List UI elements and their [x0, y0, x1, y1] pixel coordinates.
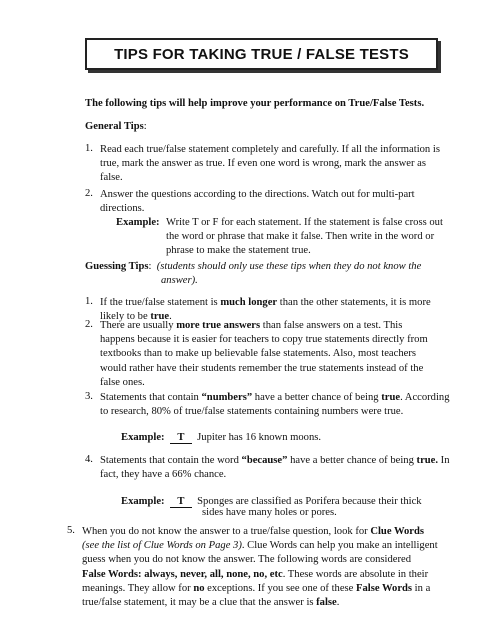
example-2-answer: T: [170, 432, 192, 444]
page-title-box: [85, 38, 438, 70]
guess-tip-1: If the true/false statement is much longer than the other statements, it is more likely to be true.: [100, 297, 431, 323]
example-2: Example: T Jupiter has 16 known moons.: [121, 432, 322, 443]
guessing-tips-note: answer).: [161, 275, 198, 286]
guess-tip-5-number: 5.: [67, 525, 75, 536]
general-tip-2-number: 2.: [85, 188, 93, 199]
general-tip-1-number: 1.: [85, 143, 93, 154]
guess-tip-3: Statements that contain “numbers” have a better chance of being true. According to research, 80% of true/false statements containing numbers were true.: [100, 392, 450, 418]
example-1-text: Write T or F for each statement. If the statement is false cross out the word or phrase that make it false. Then write in the word or phrase to make the statement true.: [166, 217, 443, 257]
general-tip-1: Read each true/false statement completely and carefully. If all the information is true, mark the answer as true. If even one word is wrong, mark the answer as false.: [100, 144, 440, 184]
guessing-tips-heading: Guessing Tips: (students should only use these tips when they do not know the: [85, 261, 422, 272]
general-tip-2: Answer the questions according to the directions. Watch out for multi-part directions.: [100, 189, 415, 215]
guess-tip-3-number: 3.: [85, 391, 93, 402]
guess-tip-2: There are usually more true answers than false answers on a test. This happens because it is easier for teachers to copy true statements directly from textbooks than to make up believable false statements. Also, most teachers would rather have their students remember the true statements instead of the false ones.: [100, 320, 428, 388]
guess-tip-4-number: 4.: [85, 454, 93, 465]
example-3-line-2: sides have many holes or pores.: [202, 507, 337, 518]
example-3: Example: T Sponges are classified as Porifera because their thick: [121, 496, 422, 507]
guess-tip-4: Statements that contain the word “because” have a better chance of being true. In fact, they have a 66% chance.: [100, 455, 450, 481]
guess-tip-5: When you do not know the answer to a true/false question, look for Clue Words (see the list of Clue Words on Page 3). Clue Words can help you make an intelligent guess when you do not know the answer. The following words are considered False Words: always, never, all, none, no, etc. These words are absolute in their meanings. They allow for no exceptions. If you see one of these False Words in a true/false statement, it may be a clue that the answer is false.: [82, 526, 438, 609]
page-title: TIPS FOR TAKING TRUE / FALSE TESTS: [114, 45, 409, 63]
general-tips-heading: General Tips:: [85, 121, 147, 132]
intro-text: The following tips will help improve your performance on True/False Tests.: [85, 98, 425, 109]
example-3-answer: T: [170, 496, 192, 508]
example-1-label: Example:: [116, 217, 160, 228]
guess-tip-2-number: 2.: [85, 319, 93, 330]
guess-tip-1-number: 1.: [85, 296, 93, 307]
